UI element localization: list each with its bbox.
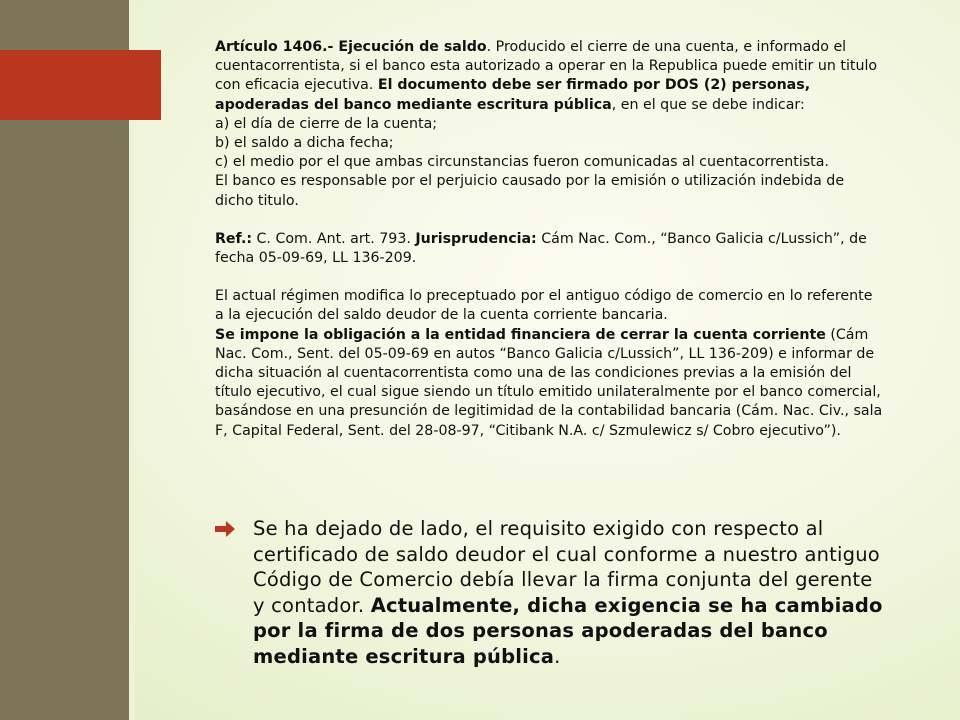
article-title: Artículo 1406.- Ejecución de saldo bbox=[215, 39, 487, 55]
ref-text: C. Com. Ant. art. 793. bbox=[252, 230, 416, 247]
article-after-bold: , en el que se debe indicar: bbox=[611, 96, 805, 113]
bullet-normal-text: Se ha dejado de lado, el requisito exigido con respecto al certificado de saldo deudor el cual conforme a nuestro antiguo Código de Comercio debía llevar la firma conjunta del gerente y contador. bbox=[253, 517, 880, 617]
article-intro: . Producido el cierre de una cuenta, e informado el cuentacorrentista, si el banco esta autorizado a operar en la Republica puede emitir un titulo con eficacia ejecutiva. bbox=[215, 39, 878, 94]
bullet-text bbox=[253, 516, 885, 669]
bullet-item bbox=[215, 516, 885, 669]
ref-label: Ref.: bbox=[215, 230, 253, 247]
article-item-b: b) el saldo a dicha fecha; bbox=[215, 135, 394, 152]
reference-paragraph bbox=[215, 230, 885, 268]
juris-text: Cám Nac. Com., “Banco Galicia c/Lussich”, de fecha 05-09-69, LL 136-209. bbox=[215, 230, 867, 267]
accent-tab bbox=[0, 50, 161, 120]
juris-label: Jurisprudencia: bbox=[415, 230, 537, 247]
article-item-c: c) el medio por el que ambas circunstancias fueron comunicadas al cuentacorrentista. bbox=[215, 154, 829, 171]
spacer bbox=[215, 268, 885, 287]
article-item-a: a) el día de cierre de la cuenta; bbox=[215, 115, 438, 132]
commentary-para1: El actual régimen modifica lo preceptuado por el antiguo código de comercio en lo referente a la ejecución del saldo deudor de la cuenta corriente bancaria. bbox=[215, 288, 873, 324]
spacer bbox=[215, 211, 885, 230]
bullet-end: . bbox=[554, 644, 561, 668]
article-bold-requirement: El documento debe ser firmado por DOS (2) personas, apoderadas del banco mediante escritura pública bbox=[215, 77, 811, 113]
article-liability: El banco es responsable por el perjuicio causado por la emisión o utilización indebida de dicho titulo. bbox=[215, 173, 845, 209]
article-text-block bbox=[215, 38, 885, 441]
article-paragraph bbox=[215, 38, 885, 115]
commentary-bold-obligation: Se impone la obligación a la entidad financiera de cerrar la cuenta corriente bbox=[215, 326, 826, 343]
commentary-para2-rest: (Cám Nac. Com., Sent. del 05-09-69 en autos “Banco Galicia c/Lussich”, LL 136-209) e informar de dicha situación al cuentacorrentista como una de las condiciones previas a la emisión del título ejecutivo, el cual sigue siendo un título emitido unilateralmente por el banco comercial, basándose en una presunción de legitimidad de la contabilidad bancaria (Cám. Nac. Civ., sala F, Capital Federal, Sent. del 28-08-97, “Citibank N.A. c/ Szmulewicz s/ Cobro ejecutivo”). bbox=[215, 326, 883, 439]
arrow-bullet-icon bbox=[215, 521, 235, 537]
bullet-bold-text: Actualmente, dicha exigencia se ha cambiado por la firma de dos personas apoderadas del banco mediante escritura pública bbox=[253, 593, 883, 668]
commentary-para2 bbox=[215, 326, 885, 441]
